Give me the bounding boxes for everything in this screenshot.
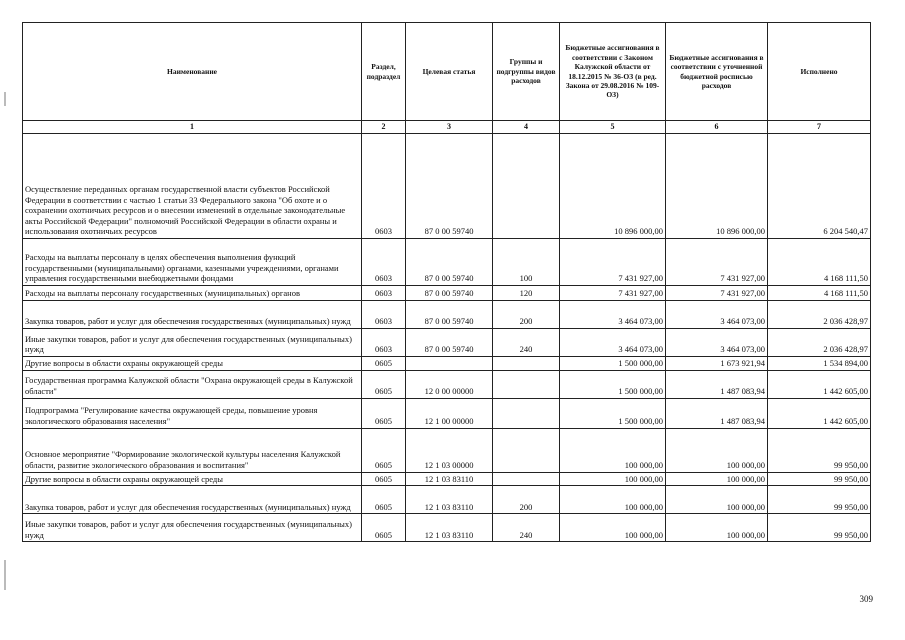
table-row (23, 370, 871, 398)
row-target: 12 1 03 83110 (406, 486, 493, 514)
row-section: 0605 (362, 357, 406, 371)
row-name: Расходы на выплаты персоналу государственных (муниципальных) органов (23, 286, 362, 301)
row-executed: 1 442 605,00 (768, 370, 871, 398)
row-executed: 1 442 605,00 (768, 398, 871, 428)
table-row (23, 286, 871, 301)
row-schedule: 3 464 073,00 (666, 329, 768, 357)
row-group (493, 134, 560, 239)
table-row (23, 329, 871, 357)
column-number: 4 (493, 121, 560, 134)
header-name: Наименование (23, 23, 362, 121)
row-target: 12 0 00 00000 (406, 370, 493, 398)
row-section: 0605 (362, 370, 406, 398)
header-schedule-appropriations: Бюджетные ассигнования в соответствии с уточненной бюджетной росписью расходов (666, 23, 768, 121)
header-section: Раздел, подраздел (362, 23, 406, 121)
table-row (23, 428, 871, 472)
row-group: 240 (493, 329, 560, 357)
row-name: Закупка товаров, работ и услуг для обеспечения государственных (муниципальных) нужд (23, 486, 362, 514)
row-schedule: 1 487 083,94 (666, 370, 768, 398)
row-executed: 2 036 428,97 (768, 301, 871, 329)
row-group (493, 357, 560, 371)
row-name: Другие вопросы в области охраны окружающей среды (23, 357, 362, 371)
row-name: Закупка товаров, работ и услуг для обеспечения государственных (муниципальных) нужд (23, 301, 362, 329)
row-executed: 1 534 894,00 (768, 357, 871, 371)
row-section: 0605 (362, 398, 406, 428)
column-number: 6 (666, 121, 768, 134)
row-executed: 4 168 111,50 (768, 239, 871, 286)
row-group: 120 (493, 286, 560, 301)
row-law: 100 000,00 (560, 486, 666, 514)
row-name: Другие вопросы в области охраны окружающей среды (23, 472, 362, 486)
row-schedule: 100 000,00 (666, 514, 768, 542)
row-executed: 2 036 428,97 (768, 329, 871, 357)
row-target: 12 1 03 83110 (406, 514, 493, 542)
table-row (23, 239, 871, 286)
budget-table (22, 22, 871, 542)
row-target (406, 357, 493, 371)
row-name: Основное мероприятие "Формирование экологической культуры населения Калужской области, развитие экологического образования и воспитания" (23, 428, 362, 472)
row-executed: 99 950,00 (768, 514, 871, 542)
row-schedule: 100 000,00 (666, 428, 768, 472)
row-name: Осуществление переданных органам государственной власти субъектов Российской Федерации в соответствии с частью 1 статьи 33 Федерального закона "Об охоте и о сохранении охотничьих ресурсов и о внесении изменений в отдельные законодательные акты Российской Федерации" полномочий Российской Федерации в области охраны и использования охотничьих ресурсов (23, 134, 362, 239)
row-executed: 99 950,00 (768, 428, 871, 472)
row-target: 12 1 03 83110 (406, 472, 493, 486)
row-executed: 4 168 111,50 (768, 286, 871, 301)
row-name: Иные закупки товаров, работ и услуг для обеспечения государственных (муниципальных) нужд (23, 329, 362, 357)
column-number: 1 (23, 121, 362, 134)
row-target: 87 0 00 59740 (406, 239, 493, 286)
row-group (493, 472, 560, 486)
table-row (23, 514, 871, 542)
header-executed: Исполнено (768, 23, 871, 121)
table-row (23, 357, 871, 371)
row-law: 10 896 000,00 (560, 134, 666, 239)
column-number: 3 (406, 121, 493, 134)
row-law: 3 464 073,00 (560, 301, 666, 329)
row-section: 0603 (362, 286, 406, 301)
header-law-appropriations: Бюджетные ассигнования в соответствии с Законом Калужской области от 18.12.2015 № 36-ОЗ (в ред. Закона от 29.08.2016 № 109-ОЗ) (560, 23, 666, 121)
table-row (23, 134, 871, 239)
row-section: 0603 (362, 134, 406, 239)
row-law: 3 464 073,00 (560, 329, 666, 357)
column-number: 2 (362, 121, 406, 134)
row-schedule: 1 673 921,94 (666, 357, 768, 371)
row-group (493, 370, 560, 398)
header-row (23, 23, 871, 121)
table-row (23, 486, 871, 514)
row-group (493, 398, 560, 428)
row-target: 87 0 00 59740 (406, 301, 493, 329)
row-law: 1 500 000,00 (560, 370, 666, 398)
row-name: Расходы на выплаты персоналу в целях обеспечения выполнения функций государственными (муниципальными) органами, казенными учреждениями, органами управления государственными внебюджетными фондами (23, 239, 362, 286)
row-section: 0605 (362, 428, 406, 472)
row-group (493, 428, 560, 472)
row-law: 7 431 927,00 (560, 239, 666, 286)
row-executed: 99 950,00 (768, 486, 871, 514)
row-schedule: 1 487 083,94 (666, 398, 768, 428)
row-schedule: 3 464 073,00 (666, 301, 768, 329)
row-schedule: 7 431 927,00 (666, 239, 768, 286)
row-law: 1 500 000,00 (560, 398, 666, 428)
row-section: 0605 (362, 486, 406, 514)
row-target: 87 0 00 59740 (406, 329, 493, 357)
column-number: 5 (560, 121, 666, 134)
scan-margin-mark (4, 92, 6, 106)
column-number-row (23, 121, 871, 134)
row-section: 0603 (362, 329, 406, 357)
row-target: 12 1 03 00000 (406, 428, 493, 472)
row-law: 100 000,00 (560, 472, 666, 486)
row-group: 200 (493, 301, 560, 329)
row-section: 0603 (362, 239, 406, 286)
row-group: 240 (493, 514, 560, 542)
table-row (23, 472, 871, 486)
row-law: 1 500 000,00 (560, 357, 666, 371)
row-target: 87 0 00 59740 (406, 134, 493, 239)
scan-margin-mark (4, 560, 6, 590)
row-name: Иные закупки товаров, работ и услуг для обеспечения государственных (муниципальных) нужд (23, 514, 362, 542)
row-schedule: 100 000,00 (666, 486, 768, 514)
row-group: 200 (493, 486, 560, 514)
table-row (23, 301, 871, 329)
page-number: 309 (859, 594, 873, 604)
row-law: 100 000,00 (560, 428, 666, 472)
row-name: Государственная программа Калужской области "Охрана окружающей среды в Калужской области" (23, 370, 362, 398)
row-target: 87 0 00 59740 (406, 286, 493, 301)
row-section: 0605 (362, 472, 406, 486)
row-name: Подпрограмма "Регулирование качества окружающей среды, повышение уровня экологического образования населения" (23, 398, 362, 428)
row-executed: 99 950,00 (768, 472, 871, 486)
row-schedule: 10 896 000,00 (666, 134, 768, 239)
row-group: 100 (493, 239, 560, 286)
row-section: 0603 (362, 301, 406, 329)
row-target: 12 1 00 00000 (406, 398, 493, 428)
row-section: 0605 (362, 514, 406, 542)
header-target: Целевая статья (406, 23, 493, 121)
row-law: 100 000,00 (560, 514, 666, 542)
row-executed: 6 204 540,47 (768, 134, 871, 239)
row-schedule: 7 431 927,00 (666, 286, 768, 301)
header-group: Группы и подгруппы видов расходов (493, 23, 560, 121)
column-number: 7 (768, 121, 871, 134)
table-row (23, 398, 871, 428)
row-law: 7 431 927,00 (560, 286, 666, 301)
row-schedule: 100 000,00 (666, 472, 768, 486)
